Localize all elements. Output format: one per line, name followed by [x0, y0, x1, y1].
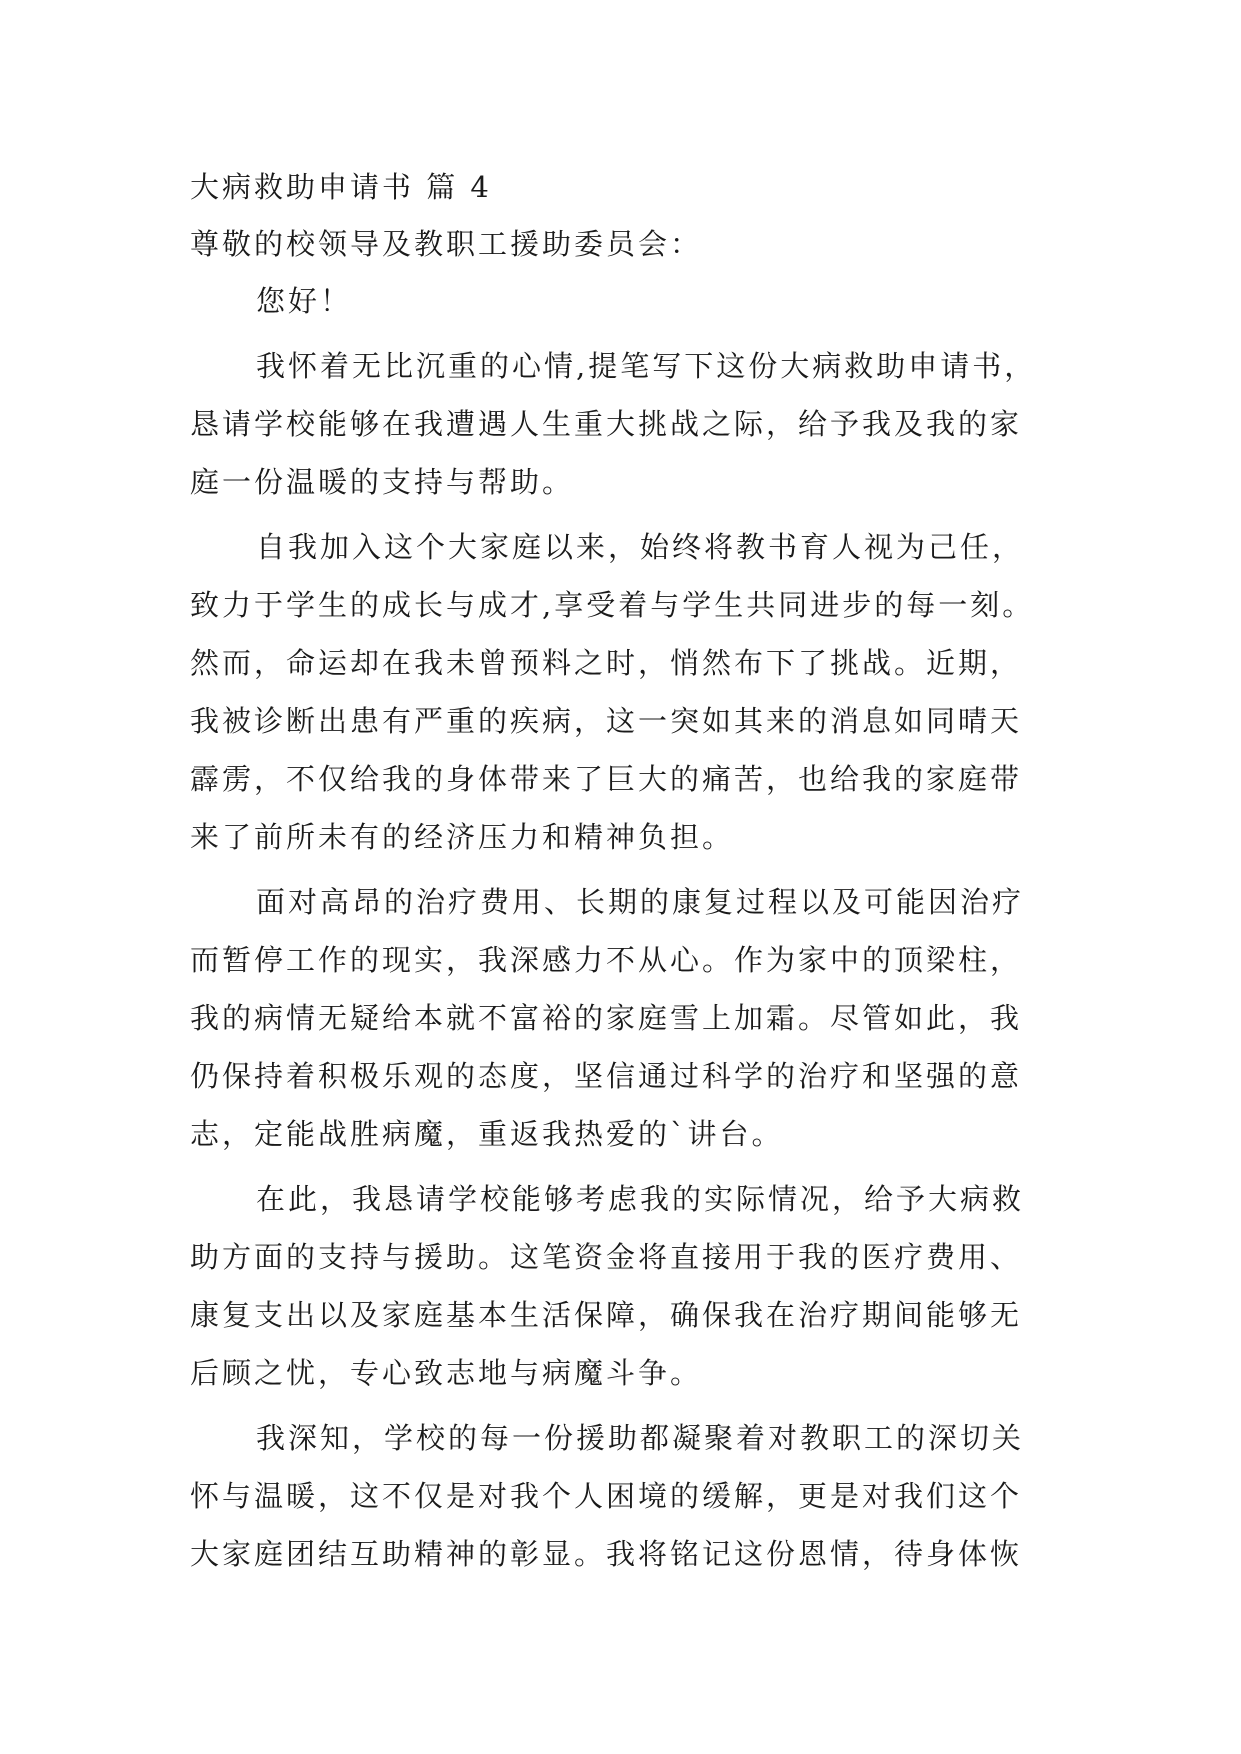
paragraph-3-line-4: 仍保持着积极乐观的态度，坚信通过科学的治疗和坚强的意	[190, 1059, 1023, 1093]
paragraph-4-line-1: 在此，我恳请学校能够考虑我的实际情况，给予大病救	[256, 1182, 1025, 1216]
paragraph-4-line-4: 后顾之忧，专心致志地与病魔斗争。	[190, 1356, 703, 1390]
paragraph-1-line-1: 我怀着无比沉重的心情,提笔写下这份大病救助申请书，	[256, 349, 1037, 383]
paragraph-3-line-1: 面对高昂的治疗费用、长期的康复过程以及可能因治疗	[256, 885, 1025, 919]
greeting: 您好！	[256, 284, 353, 318]
paragraph-2-line-6: 来了前所未有的经济压力和精神负担。	[190, 820, 735, 854]
paragraph-5-line-3: 大家庭团结互助精神的彰显。我将铭记这份恩情，待身体恢	[190, 1537, 1023, 1571]
paragraph-5-line-2: 怀与温暖，这不仅是对我个人困境的缓解，更是对我们这个	[190, 1479, 1023, 1513]
paragraph-2-line-3: 然而，命运却在我未曾预料之时，悄然布下了挑战。近期，	[190, 646, 1023, 680]
document-title: 大病救助申请书 篇 4	[190, 170, 492, 204]
paragraph-2-line-2: 致力于学生的成长与成才,享受着与学生共同进步的每一刻。	[190, 588, 1035, 622]
paragraph-1-line-3: 庭一份温暖的支持与帮助。	[190, 465, 575, 499]
paragraph-3-line-2: 而暂停工作的现实，我深感力不从心。作为家中的顶梁柱，	[190, 943, 1023, 977]
paragraph-4-line-2: 助方面的支持与援助。这笔资金将直接用于我的医疗费用、	[190, 1240, 1023, 1274]
paragraph-2-line-5: 霹雳，不仅给我的身体带来了巨大的痛苦，也给我的家庭带	[190, 762, 1023, 796]
paragraph-2-line-1: 自我加入这个大家庭以来，始终将教书育人视为己任，	[256, 530, 1025, 564]
paragraph-5-line-1: 我深知，学校的每一份援助都凝聚着对教职工的深切关	[256, 1421, 1025, 1455]
paragraph-1-line-2: 恳请学校能够在我遭遇人生重大挑战之际，给予我及我的家	[190, 407, 1023, 441]
salutation: 尊敬的校领导及教职工援助委员会：	[190, 227, 703, 261]
paragraph-3-line-3: 我的病情无疑给本就不富裕的家庭雪上加霜。尽管如此，我	[190, 1001, 1023, 1035]
paragraph-3-line-5: 志，定能战胜病魔，重返我热爱的`讲台。	[190, 1117, 784, 1151]
paragraph-4-line-3: 康复支出以及家庭基本生活保障，确保我在治疗期间能够无	[190, 1298, 1023, 1332]
paragraph-2-line-4: 我被诊断出患有严重的疾病，这一突如其来的消息如同晴天	[190, 704, 1023, 738]
